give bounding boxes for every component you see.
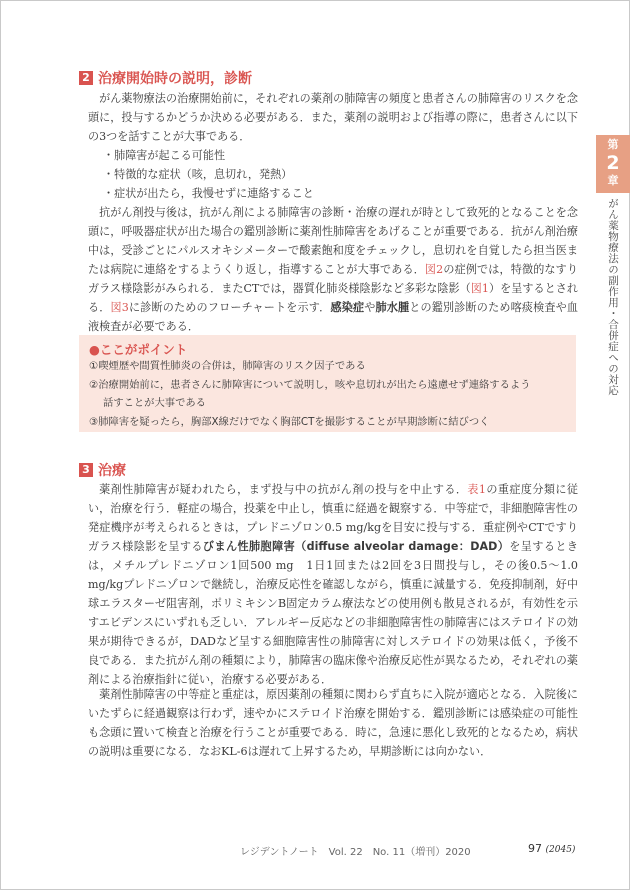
table-1-link[interactable]: 表1 (467, 483, 486, 496)
text-run: との鑑別診断のため喀痰検査や血液検査が必要である． (88, 301, 578, 333)
key-point-item-continuation: 話すことが大事である (103, 397, 206, 409)
list-item: ・肺障害が起こる可能性 (103, 149, 226, 162)
section-2-heading (79, 69, 252, 87)
section-3-heading (79, 461, 126, 479)
key-point-item: ①喫煙歴や間質性肺炎の合併は，肺障害のリスク因子である (89, 360, 366, 372)
chapter-side-title: がん薬物療法の副作用・合併症への対応 (607, 198, 619, 396)
key-point-item: ②治療開始前に，患者さんに肺障害について説明し，咳や息切れが出たら遠慮せず連絡するよう (89, 378, 531, 391)
text-run: を呈するときは，メチルプレドニゾロン1回500 mg 1日1回または2回を3日間投与し，その後0.5～1.0 mg/kgプレドニゾロンで継続し，治療反応性を確認しながら，慎重に減量する．免疫抑制剤，好中球エラスターゼ阻害剤，ポリミキシンB固定カラム療法などの使用例も散見されるが，有効性を示すエビデンスにいずれも乏しい．アレルギー反応などの非細胞障害性の肺障害にはステロイドの効果が期待できるが，DADなど呈する細胞障害性の肺障害に対しステロイドの効果は低く，予後不良である．また抗がん剤の種類により，肺障害の臨床像や治療反応性が異なるため，それぞれの薬剤による治療指針に従い，治療する必要がある． (88, 540, 578, 686)
key-points-box (79, 335, 576, 432)
figure-2-link[interactable]: 図2 (424, 263, 444, 276)
text-run: に診断のためのフローチャートを示す． (128, 301, 331, 314)
section-2-paragraph-1: がん薬物療法の治療開始前に，それぞれの薬剤の肺障害の頻度と患者さんの肺障害のリスクを念頭に，投与するかどうか決める必要がある．また，薬剤の説明および指導の際に，患者さんに以下の3つを話すことが大事である． (88, 92, 578, 143)
chapter-label-top: 第 (607, 138, 619, 151)
figure-1-link[interactable]: 図1 (470, 282, 489, 295)
chapter-number: 2 (606, 152, 620, 174)
page-number (528, 842, 575, 855)
text-run: や (364, 301, 376, 314)
chapter-tab (596, 135, 630, 193)
text-run: 抗がん剤投与後は，抗がん剤による肺障害の診断・治療の遅れが時として致死的となることを念頭に，呼吸器症状が出た場合の鑑別診断に薬剤性肺障害をあげることが重要である．抗がん剤治療中は，受診ごとにパルスオキシメーターで酸素飽和度をチェックし，息切れを自覚したら担当医または病院に連絡をするようくり返し，指導することが大事である． (88, 206, 578, 276)
text-run: の重症度分類に従い，治療を行う．軽症の場合，投薬を中止し，慎重に経過を観察する．中等症で，非細胞障害性の発症機序が考えられるときは，プレドニゾロン0.5 mg/kgを目安に投与する．重症例やCTですりガラス様陰影を呈する (88, 483, 578, 553)
keyword-dad: びまん性肺胞障害（diffuse alveolar damage：DAD） (202, 540, 510, 553)
text-run: 薬剤性肺障害が疑われたら，まず投与中の抗がん剤の投与を中止する． (99, 483, 468, 496)
keyword-pulmonary-edema: 肺水腫 (375, 301, 410, 314)
key-points-list (89, 357, 574, 431)
section-3-paragraph-1 (88, 480, 578, 689)
page-number-value: 97 (528, 842, 542, 855)
page-number-total: (2045) (545, 845, 576, 855)
text-run: の症例では，特徴的なすりガラス様陰影がみられる．またCTでは，器質化肺炎様陰影など多彩な陰影（ (88, 263, 578, 295)
list-item: ・症状が出たら，我慢せずに連絡すること (103, 187, 314, 200)
journal-citation: レジデントノート Vol. 22 No. 11（増刊）2020 (240, 847, 471, 858)
figure-3-link[interactable]: 図3 (110, 301, 129, 314)
text-run: ）を呈するとされる． (88, 282, 578, 314)
risk-bullet-list (103, 146, 573, 203)
section-title: 治療開始時の説明，診断 (98, 71, 252, 87)
keyword-infection: 感染症 (330, 301, 365, 314)
key-points-title: ●ここがポイント (89, 342, 188, 357)
section-number: 2 (79, 71, 93, 85)
chapter-label-bottom: 章 (607, 174, 619, 187)
section-2-paragraph-2 (88, 203, 578, 336)
section-number: 3 (79, 463, 93, 477)
key-point-item: ③肺障害を疑ったら，胸部X線だけでなく胸部CTを撮影することが早期診断に結びつく (89, 415, 490, 428)
section-3-paragraph-2: 薬剤性肺障害の中等症と重症は，原因薬剤の種類に関わらず直ちに入院が適応となる．入院後にいたずらに経過観察は行わず，速やかにステロイド治療を開始する．鑑別診断には感染症の可能性も念頭に置いて検査と治療を行うことが重要である．時に，急速に悪化し致死的となるため，病状の説明は重要になる．なおKL-6は遅れて上昇するため，早期診断には向かない． (88, 688, 578, 758)
list-item: ・特徴的な症状（咳，息切れ，発熱） (103, 168, 293, 181)
section-title: 治療 (98, 463, 126, 479)
